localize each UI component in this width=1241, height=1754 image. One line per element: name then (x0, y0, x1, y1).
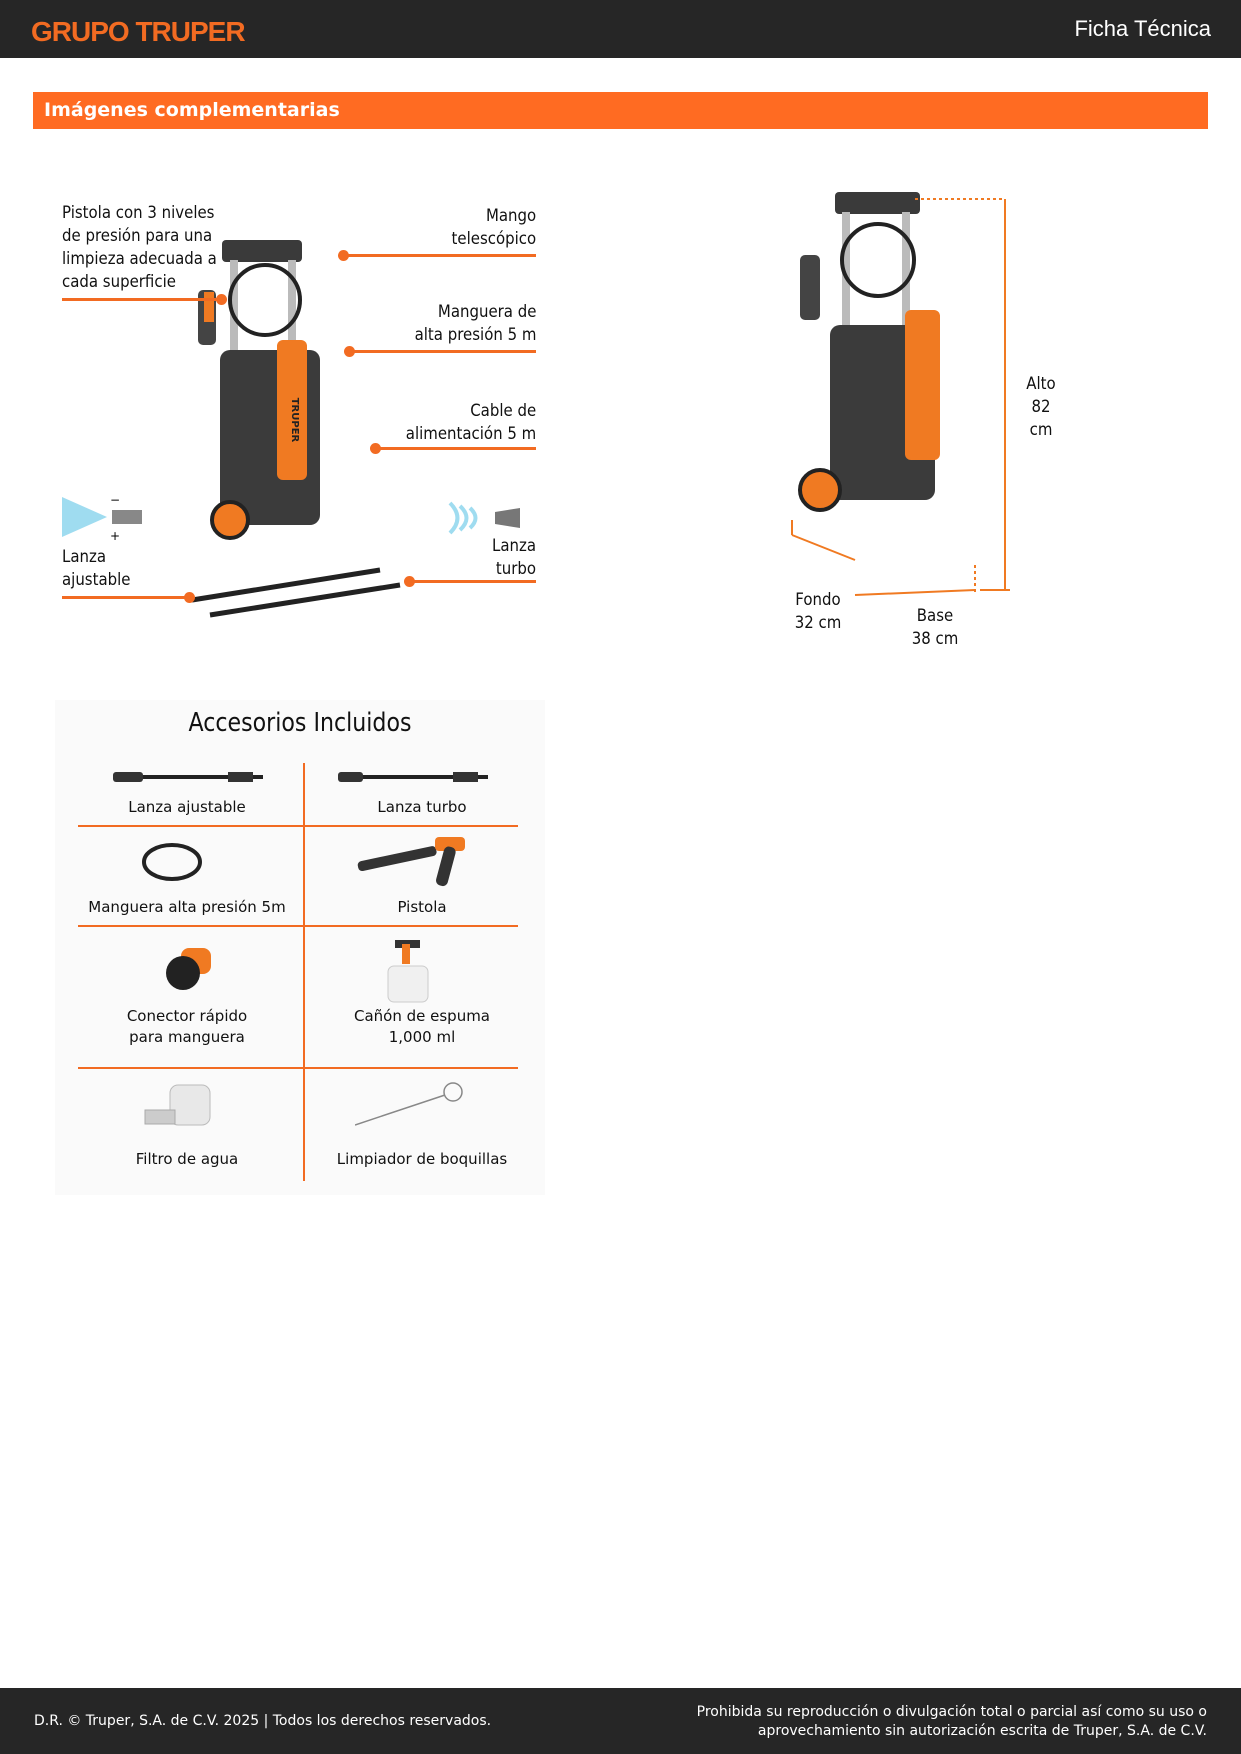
grupo-truper-logo: GRUPO TRUPER (31, 16, 245, 47)
conector-image (163, 945, 218, 995)
accessories-panel (55, 700, 545, 1195)
page-header (0, 0, 1241, 58)
accessory-label: Filtro de agua (135, 1150, 239, 1168)
section-title: Imágenes complementarias (44, 99, 340, 121)
label-mango: Mango telescópico (451, 206, 536, 249)
document-title: Ficha Técnica (1074, 16, 1211, 41)
accessory-label: Lanza ajustable (128, 798, 246, 816)
accessory-label: Lanza turbo (377, 798, 467, 816)
accessory-label: Pistola (397, 898, 447, 916)
svg-text:−: − (110, 493, 121, 507)
accessory-label: Manguera alta presión 5m (88, 898, 286, 916)
dimension-alto: Alto 82 cm (1026, 374, 1056, 440)
lanza-turbo-image (338, 770, 488, 784)
limpiador-boquillas-image (355, 1080, 465, 1130)
label-pistola: Pistola con 3 niveles de presión para una limpieza adecuada a cada superficie (62, 203, 217, 292)
legal-notice: Prohibida su reproducción o divulgación total o parcial así como su uso o aprovechamiento sin autorización escrita de Truper, S.A. de C.V. (696, 1704, 1207, 1739)
filtro-agua-image (140, 1080, 220, 1140)
accessory-label: Cañón de espuma 1,000 ml (353, 1007, 491, 1046)
canon-espuma-image (380, 938, 440, 1008)
accessory-label: Conector rápido para manguera (126, 1007, 248, 1046)
dimension-base: Base 38 cm (911, 606, 959, 649)
turbo-spray-icon (445, 498, 535, 538)
label-cable: Cable de alimentación 5 m (405, 401, 536, 444)
dimension-fondo: Fondo 32 cm (794, 590, 842, 633)
label-lanza-turbo: Lanza turbo (491, 536, 536, 579)
accessories-title: Accesorios Incluidos (188, 708, 412, 738)
pistola-image (355, 832, 485, 892)
manguera-image (140, 840, 205, 890)
label-lanza-ajustable: Lanza ajustable (62, 547, 131, 590)
product-brand-text: TRUPER (289, 397, 300, 443)
page-footer (0, 1688, 1241, 1754)
copyright-text: D.R. © Truper, S.A. de C.V. 2025 | Todos los derechos reservados. (34, 1713, 492, 1729)
pressure-washer-dimensions-illustration (790, 190, 1010, 600)
adjustable-spray-icon (62, 492, 152, 542)
svg-text:+: + (110, 529, 121, 542)
accessory-label: Limpiador de boquillas (336, 1150, 508, 1168)
label-manguera: Manguera de alta presión 5 m (414, 302, 536, 345)
section-header (33, 92, 1208, 129)
lanza-ajustable-image (113, 770, 263, 784)
